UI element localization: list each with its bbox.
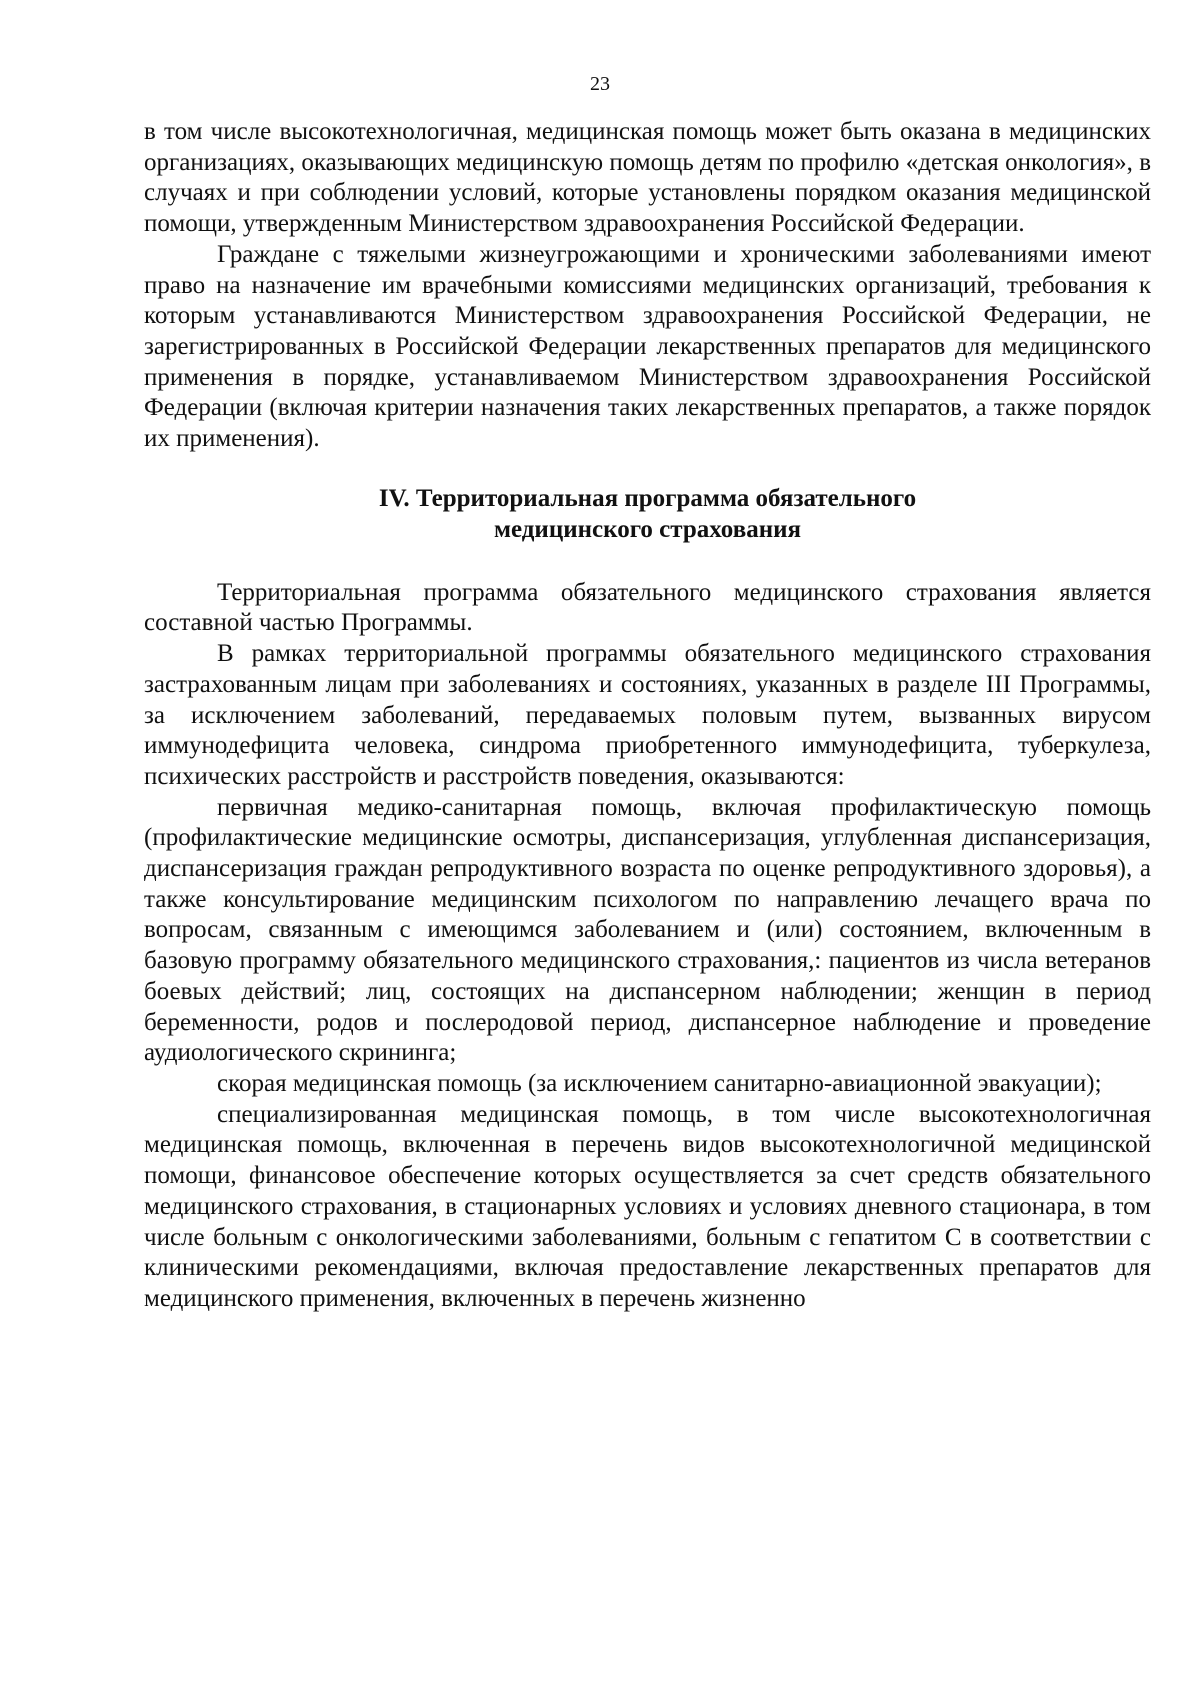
paragraph-unregistered-drugs: Граждане с тяжелыми жизнеугрожающими и хроническими заболеваниями имеют право на назначение им врачебными комиссиями медицинских организаций, требования к которым устанавливаются Министерством здравоохранения Российской Федерации, не зарегистрированных в Российской Федерации лекарственных препаратов для медицинского применения в порядке, устанавливаемом Министерством здравоохранения Российской Федерации (включая критерии назначения таких лекарственных препаратов, а также порядок их применения). [144, 240, 1151, 453]
paragraph-program-part: Территориальная программа обязательного медицинского страхования является составной частью Программы. [144, 578, 1151, 637]
section-heading [144, 483, 1151, 545]
page-number: 23 [590, 73, 610, 95]
spacer [144, 545, 1151, 578]
document-body [144, 117, 1151, 1315]
paragraph-specialized-care: специализированная медицинская помощь, в том числе высокотехнологичная медицинская помощь, включенная в перечень видов высокотехнологичной медицинской помощи, финансовое обеспечение которых осуществляется за счет средств обязательного медицинского страхования, в стационарных условиях и условиях дневного стационара, в том числе больным с онкологическими заболеваниями, больным с гепатитом С в соответствии с клиническими рекомендациями, включая предоставление лекарственных препаратов для медицинского применения, включенных в перечень жизненно [144, 1100, 1151, 1312]
paragraph-emergency-care: скорая медицинская помощь (за исключением санитарно-авиационной эвакуации); [217, 1069, 1102, 1097]
spacer [144, 455, 1151, 483]
paragraph-continuation: в том числе высокотехнологичная, медицинская помощь может быть оказана в медицинских организациях, оказывающих медицинскую помощь детям по профилю «детская онкология», в случаях и при соблюдении условий, которые установлены порядком оказания медицинской помощи, утвержденным Министерством здравоохранения Российской Федерации. [144, 118, 1151, 238]
section-heading-line-2: медицинского страхования [493, 515, 802, 543]
paragraph-insured-persons: В рамках территориальной программы обязательного медицинского страхования застрахованным лицам при заболеваниях и состояниях, указанных в разделе III Программы, за исключением заболеваний, передаваемых половым путем, вызванных вирусом иммунодефицита человека, синдрома приобретенного иммунодефицита, туберкулеза, психических расстройств и расстройств поведения, оказываются: [144, 640, 1151, 790]
section-heading-line-1: IV. Территориальная программа обязательного [378, 484, 917, 512]
paragraph-primary-care: первичная медико-санитарная помощь, включая профилактическую помощь (профилактические медицинские осмотры, диспансеризация, углубленная диспансеризация, диспансеризация граждан репродуктивного возраста по оценке репродуктивного здоровья), а также консультирование медицинским психологом по направлению лечащего врача по вопросам, связанным с имеющимся заболеванием и (или) состоянием, включенным в базовую программу обязательного медицинского страхования,: пациентов из числа ветеранов боевых действий; лиц, состоящих на диспансерном наблюдении; женщин в период беременности, родов и послеродовой период, диспансерное наблюдение и проведение аудиологического скрининга; [144, 793, 1151, 1067]
